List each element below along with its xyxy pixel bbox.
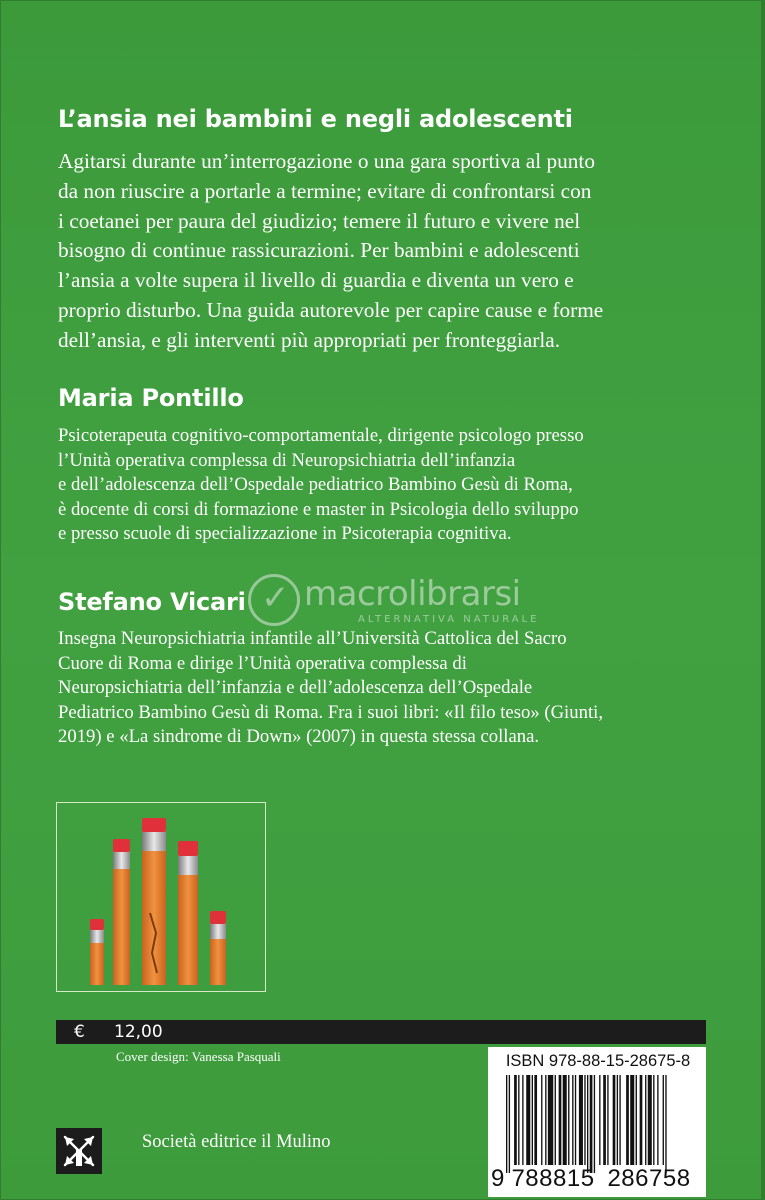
description-line: dell’ansia, e gli interventi più appropriati per fronteggiarla. — [58, 327, 561, 352]
barcode-bar — [563, 1075, 567, 1165]
book-title: L’ansia nei bambini e negli adolescenti — [58, 105, 573, 133]
bio-line: Cuore di Roma e dirige l’Unità operativa complessa di — [58, 652, 467, 674]
barcode-bar — [584, 1075, 585, 1165]
barcode-bar — [653, 1075, 654, 1165]
pencil-3 — [142, 818, 166, 985]
windmill-icon — [56, 1128, 102, 1174]
barcode-bar — [665, 1075, 666, 1173]
description-line: i coetanei per paura del giudizio; temere il futuro e vivere nel — [58, 208, 581, 233]
author-name-2: Stefano Vicari — [58, 588, 246, 616]
barcode-bar — [636, 1075, 637, 1165]
barcode-bar — [506, 1075, 507, 1173]
barcode-bar — [534, 1075, 537, 1165]
publisher-name: Società editrice il Mulino — [142, 1132, 331, 1152]
watermark — [248, 574, 538, 630]
checkmark-icon: ✓ — [261, 578, 290, 618]
barcode-bar — [514, 1075, 517, 1165]
barcode-bar — [509, 1075, 510, 1173]
ean-left-digits: 788815 — [511, 1165, 595, 1192]
barcode-bar — [587, 1075, 588, 1173]
price-value: 12,00 — [114, 1022, 163, 1042]
barcode-bar — [526, 1075, 530, 1165]
barcode-bar — [657, 1075, 658, 1165]
description-line: da non riuscire a portarle a termine; evitare di confrontarsi con — [58, 178, 592, 203]
pencil-5 — [210, 911, 226, 985]
author-name-1: Maria Pontillo — [58, 384, 244, 412]
bio-line: 2019) e «La sindrome di Down» (2007) in questa stessa collana. — [58, 726, 540, 748]
pencil-2 — [113, 839, 130, 985]
barcode-bar — [663, 1075, 664, 1165]
cover-design-credit: Cover design: Vanessa Pasquali — [116, 1049, 281, 1064]
barcode-bar — [522, 1075, 523, 1165]
pencil-1 — [90, 919, 104, 985]
price-bar — [56, 1020, 706, 1044]
watermark-tagline: ALTERNATIVA NATURALE — [358, 614, 540, 625]
bio-line: Insegna Neuropsichiatria infantile all’Università Cattolica del Sacro — [58, 628, 567, 649]
barcode-bar — [640, 1075, 643, 1165]
description-line: Agitarsi durante un’interrogazione o una gara sportiva al punto — [58, 149, 595, 173]
barcode-bar — [548, 1075, 553, 1165]
barcode-bar — [532, 1075, 533, 1165]
book-description — [58, 147, 603, 356]
isbn-label: ISBN 978-88-15-28675-8 — [505, 1052, 691, 1070]
bio-line: Pediatrico Bambino Gesù di Roma. Fra i suoi libri: «Il filo teso» (Giunti, — [58, 701, 603, 723]
barcode-bar — [626, 1075, 629, 1165]
cover-edge — [761, 0, 765, 1200]
pencils-illustration — [56, 802, 266, 992]
bio-line: e dell’adolescenza dell’Ospedale pediatrico Bambino Gesù di Roma, — [58, 474, 573, 496]
bio-line: Neuropsichiatria dell’infanzia e dell’adolescenza dell’Ospedale — [58, 677, 533, 699]
bio-line: l’Unità operativa complessa di Neuropsichiatria dell’infanzia — [58, 449, 516, 471]
barcode-bar — [545, 1075, 546, 1165]
publisher-logo — [56, 1128, 102, 1174]
barcode-bar — [541, 1075, 542, 1165]
description-line: bisogno di continue rassicurazioni. Per bambini e adolescenti — [58, 238, 580, 263]
barcode-bar — [572, 1075, 573, 1165]
author-bio-2 — [58, 627, 603, 750]
barcode — [488, 1047, 706, 1197]
barcode-bar — [594, 1075, 595, 1173]
barcode-bar — [648, 1075, 652, 1165]
barcode-bar — [607, 1075, 608, 1165]
barcode-bar — [590, 1075, 593, 1173]
ean-first-digit: 9 — [491, 1165, 505, 1192]
barcode-bar — [599, 1075, 600, 1165]
barcode-bar — [579, 1075, 583, 1165]
currency-symbol: € — [74, 1022, 85, 1042]
barcode-bar — [568, 1075, 569, 1165]
pencil-4 — [178, 841, 198, 985]
barcode-bar — [613, 1075, 616, 1165]
barcode-bar — [619, 1075, 620, 1165]
watermark-name: macrolibrarsi — [304, 574, 521, 614]
barcode-bar — [559, 1075, 562, 1165]
description-line: proprio disturbo. Una guida autorevole per capire cause e forme — [58, 297, 604, 322]
description-line: l’ansia a volte supera il livello di guardia e diventa un vero e — [58, 268, 574, 293]
barcode-bar — [630, 1075, 634, 1165]
pencils-icon — [57, 803, 265, 991]
barcode-bar — [575, 1075, 576, 1165]
barcode-bar — [645, 1075, 646, 1165]
barcode-bar — [555, 1075, 556, 1165]
bio-line: è docente di corsi di formazione e master in Psicologia dello sviluppo — [58, 498, 579, 520]
ean-right-digits: 286758 — [607, 1165, 691, 1192]
barcode-bar — [617, 1075, 618, 1165]
barcode-bar — [603, 1075, 606, 1165]
author-bio-1 — [58, 424, 584, 547]
barcode-bar — [518, 1075, 519, 1165]
bio-line: Psicoterapeuta cognitivo-comportamentale, dirigente psicologo presso — [58, 425, 584, 446]
bio-line: e presso scuole di specializzazione in Psicoterapia cognitiva. — [58, 523, 512, 545]
